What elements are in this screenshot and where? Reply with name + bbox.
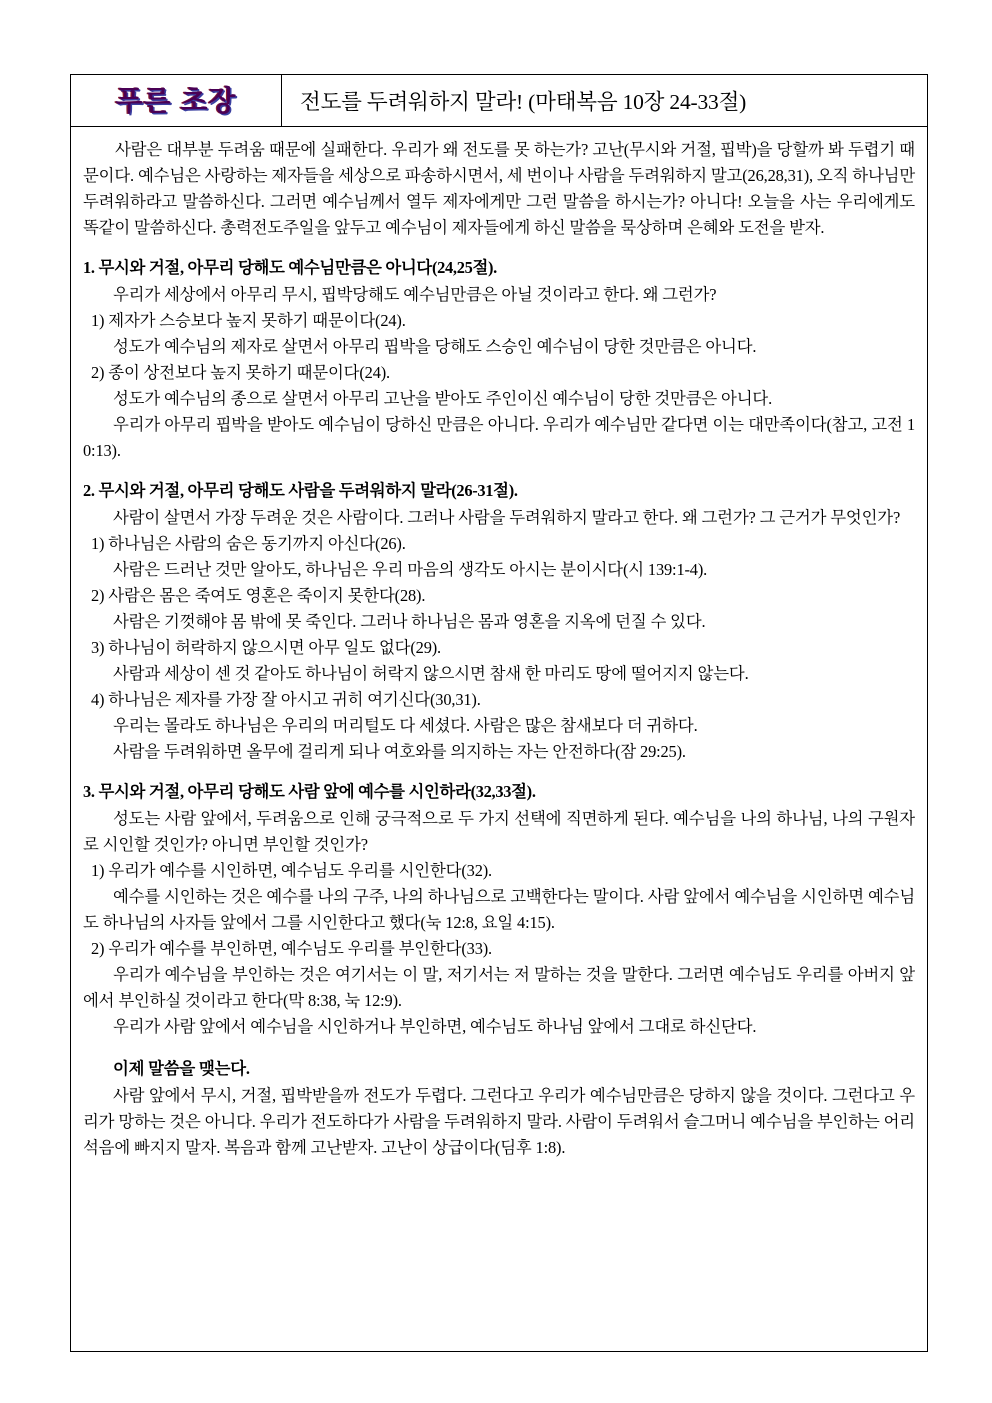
sections-container xyxy=(83,255,915,1040)
body-line: 성도가 예수님의 종으로 살면서 아무리 고난을 받아도 주인이신 예수님이 당한 것만큼은 아니다. xyxy=(113,389,773,408)
body-line: 사람을 두려워하면 올무에 걸리게 되나 여호와를 의지하는 자는 안전하다(잠 29:25). xyxy=(113,742,686,761)
body-line: 사람이 살면서 가장 두려운 것은 사람이다. 그러나 사람을 두려워하지 말라고 한다. 왜 그런가? 그 근거가 무엇인가? xyxy=(113,508,901,527)
closing-paragraph: 사람 앞에서 무시, 거절, 핍박받을까 전도가 두렵다. 그런다고 우리가 예수님만큼은 당하지 않을 것이다. 그런다고 우리가 망하는 것은 아니다. 우리가 전도하다가 사람을 두려워하지 말라. 사람이 두려워서 슬그머니 예수님을 부인하는 어리석음에 빠지지 말자. 복음과 함께 고난받자. 고난이 상급이다(딤후 1:8). xyxy=(83,1086,915,1157)
sermon-title: 전도를 두려워하지 말라! (마태복음 10장 24-33절) xyxy=(300,90,747,114)
masthead xyxy=(71,75,927,127)
body-line: 사람은 드러난 것만 알아도, 하나님은 우리 마음의 생각도 아시는 분이시다(시 139:1-4). xyxy=(113,560,708,579)
section-heading: 3. 무시와 거절, 아무리 당해도 사람 앞에 예수를 시인하라(32,33절). xyxy=(83,782,536,801)
document-body xyxy=(71,127,927,1171)
sub-point-line: 2) 종이 상전보다 높지 못하기 때문이다(24). xyxy=(91,363,390,382)
body-line: 성도가 예수님의 제자로 살면서 아무리 핍박을 당해도 스승인 예수님이 당한 것만큼은 아니다. xyxy=(113,337,757,356)
sub-point-line: 3) 하나님이 허락하지 않으시면 아무 일도 없다(29). xyxy=(91,638,441,657)
sub-point-line: 2) 우리가 예수를 부인하면, 예수님도 우리를 부인한다(33). xyxy=(91,939,492,958)
body-line: 우리가 아무리 핍박을 받아도 예수님이 당하신 만큼은 아니다. 우리가 예수님만 같다면 이는 대만족이다(참고, 고전 10:13). xyxy=(83,415,915,460)
section-heading: 2. 무시와 거절, 아무리 당해도 사람을 두려워하지 말라(26-31절). xyxy=(83,481,518,500)
section-heading: 1. 무시와 거절, 아무리 당해도 예수님만큼은 아니다(24,25절). xyxy=(83,258,497,277)
sub-point-line: 1) 제자가 스승보다 높지 못하기 때문이다(24). xyxy=(91,311,406,330)
body-line: 사람은 기껏해야 몸 밖에 못 죽인다. 그러나 하나님은 몸과 영혼을 지옥에 던질 수 있다. xyxy=(113,612,706,631)
body-line: 우리가 예수님을 부인하는 것은 여기서는 이 말, 저기서는 저 말하는 것을 말한다. 그러면 예수님도 우리를 아버지 앞에서 부인하실 것이라고 한다(막 8:38, 눅 12:9). xyxy=(83,965,915,1010)
intro-paragraph: 사람은 대부분 두려움 때문에 실패한다. 우리가 왜 전도를 못 하는가? 고난(무시와 거절, 핍박)을 당할까 봐 두렵기 때문이다. 예수님은 사랑하는 제자들을 세상으로 파송하시면서, 세 번이나 사람을 두려워하지 말고(26,28,31), 오직 하나님만 두려워하라고 말씀하신다. 그러면 예수님께서 열두 제자에게만 그런 말씀을 하시는가? 아니다! 오늘을 사는 우리에게도 똑같이 말씀하신다. 총력전도주일을 앞두고 예수님이 제자들에게 하신 말씀을 묵상하며 은혜와 도전을 받자. xyxy=(83,140,915,237)
document-frame xyxy=(70,74,928,1352)
sub-point-line: 1) 우리가 예수를 시인하면, 예수님도 우리를 시인한다(32). xyxy=(91,861,492,880)
sub-point-line: 2) 사람은 몸은 죽여도 영혼은 죽이지 못한다(28). xyxy=(91,586,426,605)
body-line: 우리가 세상에서 아무리 무시, 핍박당해도 예수님만큼은 아닐 것이라고 한다. 왜 그런가? xyxy=(113,285,717,304)
body-line: 우리가 사람 앞에서 예수님을 시인하거나 부인하면, 예수님도 하나님 앞에서 그대로 하신단다. xyxy=(113,1017,757,1036)
body-line: 우리는 몰라도 하나님은 우리의 머리털도 다 세셨다. 사람은 많은 참새보다 더 귀하다. xyxy=(113,716,698,735)
sub-point-line: 1) 하나님은 사람의 숨은 동기까지 아신다(26). xyxy=(91,534,406,553)
body-line: 성도는 사람 앞에서, 두려움으로 인해 궁극적으로 두 가지 선택에 직면하게 된다. 예수님을 나의 하나님, 나의 구원자로 시인할 것인가? 아니면 부인할 것인가? xyxy=(83,809,915,854)
brand-cell xyxy=(71,75,282,126)
body-line: 사람과 세상이 센 것 같아도 하나님이 허락지 않으시면 참새 한 마리도 땅에 떨어지지 않는다. xyxy=(113,664,749,683)
brand-title: 푸른 초장 xyxy=(115,84,237,116)
body-line: 예수를 시인하는 것은 예수를 나의 구주, 나의 하나님으로 고백한다는 말이다. 사람 앞에서 예수님을 시인하면 예수님도 하나님의 사자들 앞에서 그를 시인한다고 했다(눅 12:8, 요일 4:15). xyxy=(83,887,915,932)
closing-heading: 이제 말씀을 맺는다. xyxy=(113,1059,250,1078)
sub-point-line: 4) 하나님은 제자를 가장 잘 아시고 귀히 여기신다(30,31). xyxy=(91,690,481,709)
